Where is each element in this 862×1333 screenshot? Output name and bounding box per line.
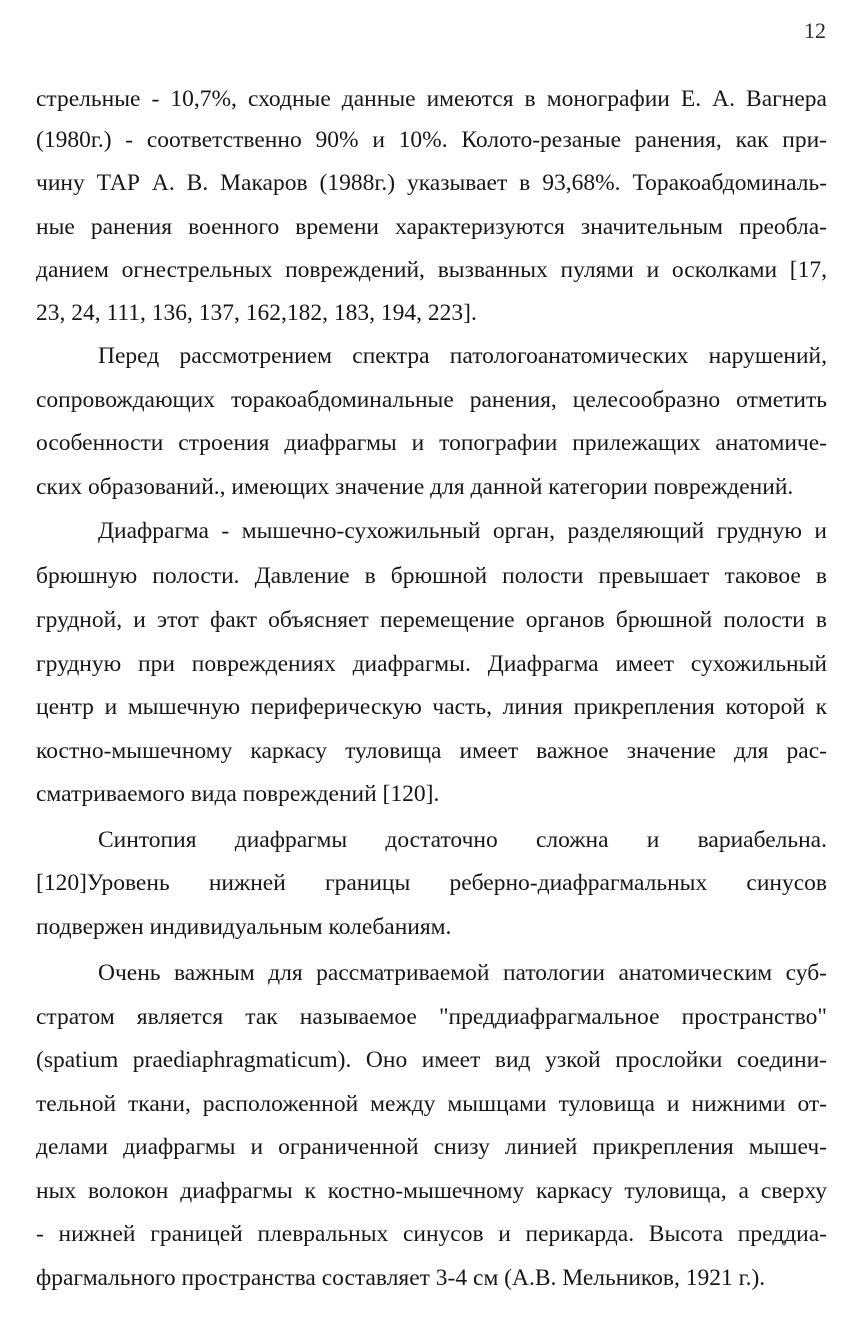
text-line: данием огнестрельных повреждений, вызванных пулями и осколками [17, <box>36 257 827 283</box>
text-line: стрельные - 10,7%, сходные данные имеются в монографии Е. А. Вагнера <box>36 86 827 112</box>
text-line: костно-мышечному каркасу туловища имеет важное значение для рас- <box>36 738 827 764</box>
text-line: грудной, и этот факт объясняет перемещение органов брюшной полости в <box>36 607 827 633</box>
paragraph-first-line: Перед рассмотрением спектра патологоанатомических нарушений, <box>98 343 827 369</box>
text-line: фрагмального пространства составляет 3-4 см (А.В. Мельников, 1921 г.). <box>36 1265 766 1291</box>
text-line: ные ранения военного времени характеризуются значительным преобла- <box>36 214 827 240</box>
text-line: особенности строения диафрагмы и топографии прилежащих анатомиче- <box>36 430 827 456</box>
text-line: сопровождающих торакоабдоминальные ранения, целесообразно отметить <box>36 387 827 413</box>
text-line: центр и мышечную периферическую часть, линия прикрепления которой к <box>36 694 827 720</box>
text-line: ских образований., имеющих значение для данной категории повреждений. <box>36 474 794 500</box>
text-line: 23, 24, 111, 136, 137, 162,182, 183, 194, 223]. <box>36 300 477 326</box>
text-line: - нижней границей плевральных синусов и перикарда. Высота преддиа- <box>36 1221 827 1247</box>
text-line: грудную при повреждениях диафрагмы. Диафрагма имеет сухожильный <box>36 651 827 677</box>
text-line: подвержен индивидуальным колебаниям. <box>36 914 452 940</box>
text-line: (spatium praediaphragmaticum). Оно имеет вид узкой прослойки соедини- <box>36 1047 827 1073</box>
text-line: чину ТАР А. В. Макаров (1988г.) указывает в 93,68%. Торакоабдоминаль- <box>36 170 827 196</box>
paragraph-first-line: Очень важным для рассматриваемой патологии анатомическим суб- <box>98 960 827 986</box>
text-line: тельной ткани, расположенной между мышцами туловища и нижними от- <box>36 1091 827 1117</box>
text-line: стратом является так называемое "преддиафрагмальное пространство" <box>36 1004 827 1030</box>
paragraph-first-line: Диафрагма - мышечно-сухожильный орган, разделяющий грудную и <box>98 518 827 544</box>
text-line: брюшную полости. Давление в брюшной полости превышает таковое в <box>36 563 827 589</box>
text-line: [120]Уровень нижней границы реберно-диафрагмальных синусов <box>36 870 827 896</box>
text-line: сматриваемого вида повреждений [120]. <box>36 781 440 807</box>
text-line: (1980г.) - соответственно 90% и 10%. Колото-резаные ранения, как при- <box>36 127 827 153</box>
text-line: делами диафрагмы и ограниченной снизу линией прикрепления мышеч- <box>36 1134 827 1160</box>
text-line: ных волокон диафрагмы к костно-мышечному каркасу туловища, а сверху <box>36 1178 827 1204</box>
page-number: 12 <box>804 18 826 43</box>
paragraph-first-line: Синтопия диафрагмы достаточно сложна и вариабельна. <box>98 827 827 853</box>
